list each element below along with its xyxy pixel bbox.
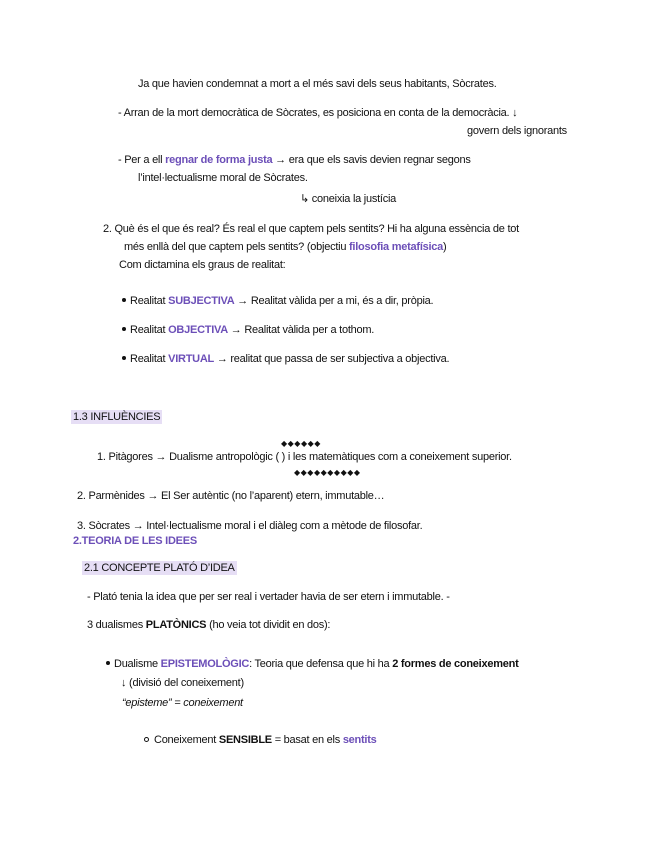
- influence-item-1: 1. Pitàgores → Dualisme antropològic ( ) i les matemàtiques com a coneixement superior.: [97, 451, 512, 463]
- ideas-heading: 2.TEORIA DE LES IDEES: [73, 535, 197, 547]
- intro-line-6: ↳ coneixia la justícia: [300, 193, 397, 205]
- intro-line-4: - Per a ell regnar de forma justa → era que els savis devien regnar segons: [118, 154, 471, 166]
- reality-bullet: Realitat OBJECTIVA → Realitat vàlida per a tothom.: [122, 323, 374, 337]
- division-line: ↓ (divisió del coneixement): [121, 677, 244, 689]
- question-line-3: Com dictamina els graus de realitat:: [119, 259, 286, 271]
- diamonds-bottom-icon: ◆◆◆◆◆◆◆◆◆◆: [294, 468, 361, 477]
- highlight-metafisica: filosofia metafísica: [349, 241, 444, 253]
- highlight-regnar: regnar de forma justa: [165, 154, 273, 166]
- question-line-2: més enllà del que captem pels sentits? (objectiu filosofia metafísica): [124, 241, 447, 253]
- bullet-dot-icon: [122, 356, 126, 360]
- intro-line-1: Ja que havien condemnat a mort a el més savi dels seus habitants, Sòcrates.: [138, 78, 497, 90]
- bullet-dot-icon: [106, 661, 110, 665]
- episteme-line: “episteme” = coneixement: [122, 697, 243, 709]
- reality-bullet: Realitat SUBJECTIVA → Realitat vàlida per a mi, és a dir, pròpia.: [122, 294, 433, 308]
- intro-line-5: l’intel·lectualisme moral de Sòcrates.: [138, 172, 308, 184]
- intro-line-2: - Arran de la mort democràtica de Sòcrates, es posiciona en conta de la democràcia. ↓: [118, 107, 518, 119]
- influence-item-2: 2. Parmènides → El Ser autèntic (no l’aparent) etern, immutable…: [77, 490, 385, 502]
- hollow-bullet-icon: [144, 737, 149, 742]
- ideas-line-1: - Plató tenia la idea que per ser real i vertader havia de ser etern i immutable. -: [87, 591, 450, 603]
- influence-item-3: 3. Sòcrates → Intel·lectualisme moral i el diàleg com a mètode de filosofar.: [77, 520, 423, 532]
- diamonds-top-icon: ◆◆◆◆◆◆: [281, 439, 321, 448]
- ideas-line-2: 3 dualismes PLATÒNICS (ho veia tot dividit en dos):: [87, 619, 331, 631]
- intro-line-3: govern dels ignorants: [467, 125, 567, 137]
- ideas-subheading: 2.1 CONCEPTE PLATÓ D’IDEA: [84, 562, 235, 574]
- knowledge-sub-bullet: Coneixement SENSIBLE = basat en els sentits: [144, 733, 377, 747]
- bullet-dot-icon: [122, 327, 126, 331]
- dualism-bullet: Dualisme EPISTEMOLÒGIC: Teoria que defensa que hi ha 2 formes de coneixement: [106, 657, 519, 671]
- bullet-dot-icon: [122, 298, 126, 302]
- influences-heading: 1.3 INFLUÈNCIES: [73, 411, 161, 423]
- question-line-1: 2. Què és el que és real? És real el que captem pels sentits? Hi ha alguna essència de tot: [103, 223, 519, 235]
- reality-bullet: Realitat VIRTUAL → realitat que passa de ser subjectiva a objectiva.: [122, 352, 449, 366]
